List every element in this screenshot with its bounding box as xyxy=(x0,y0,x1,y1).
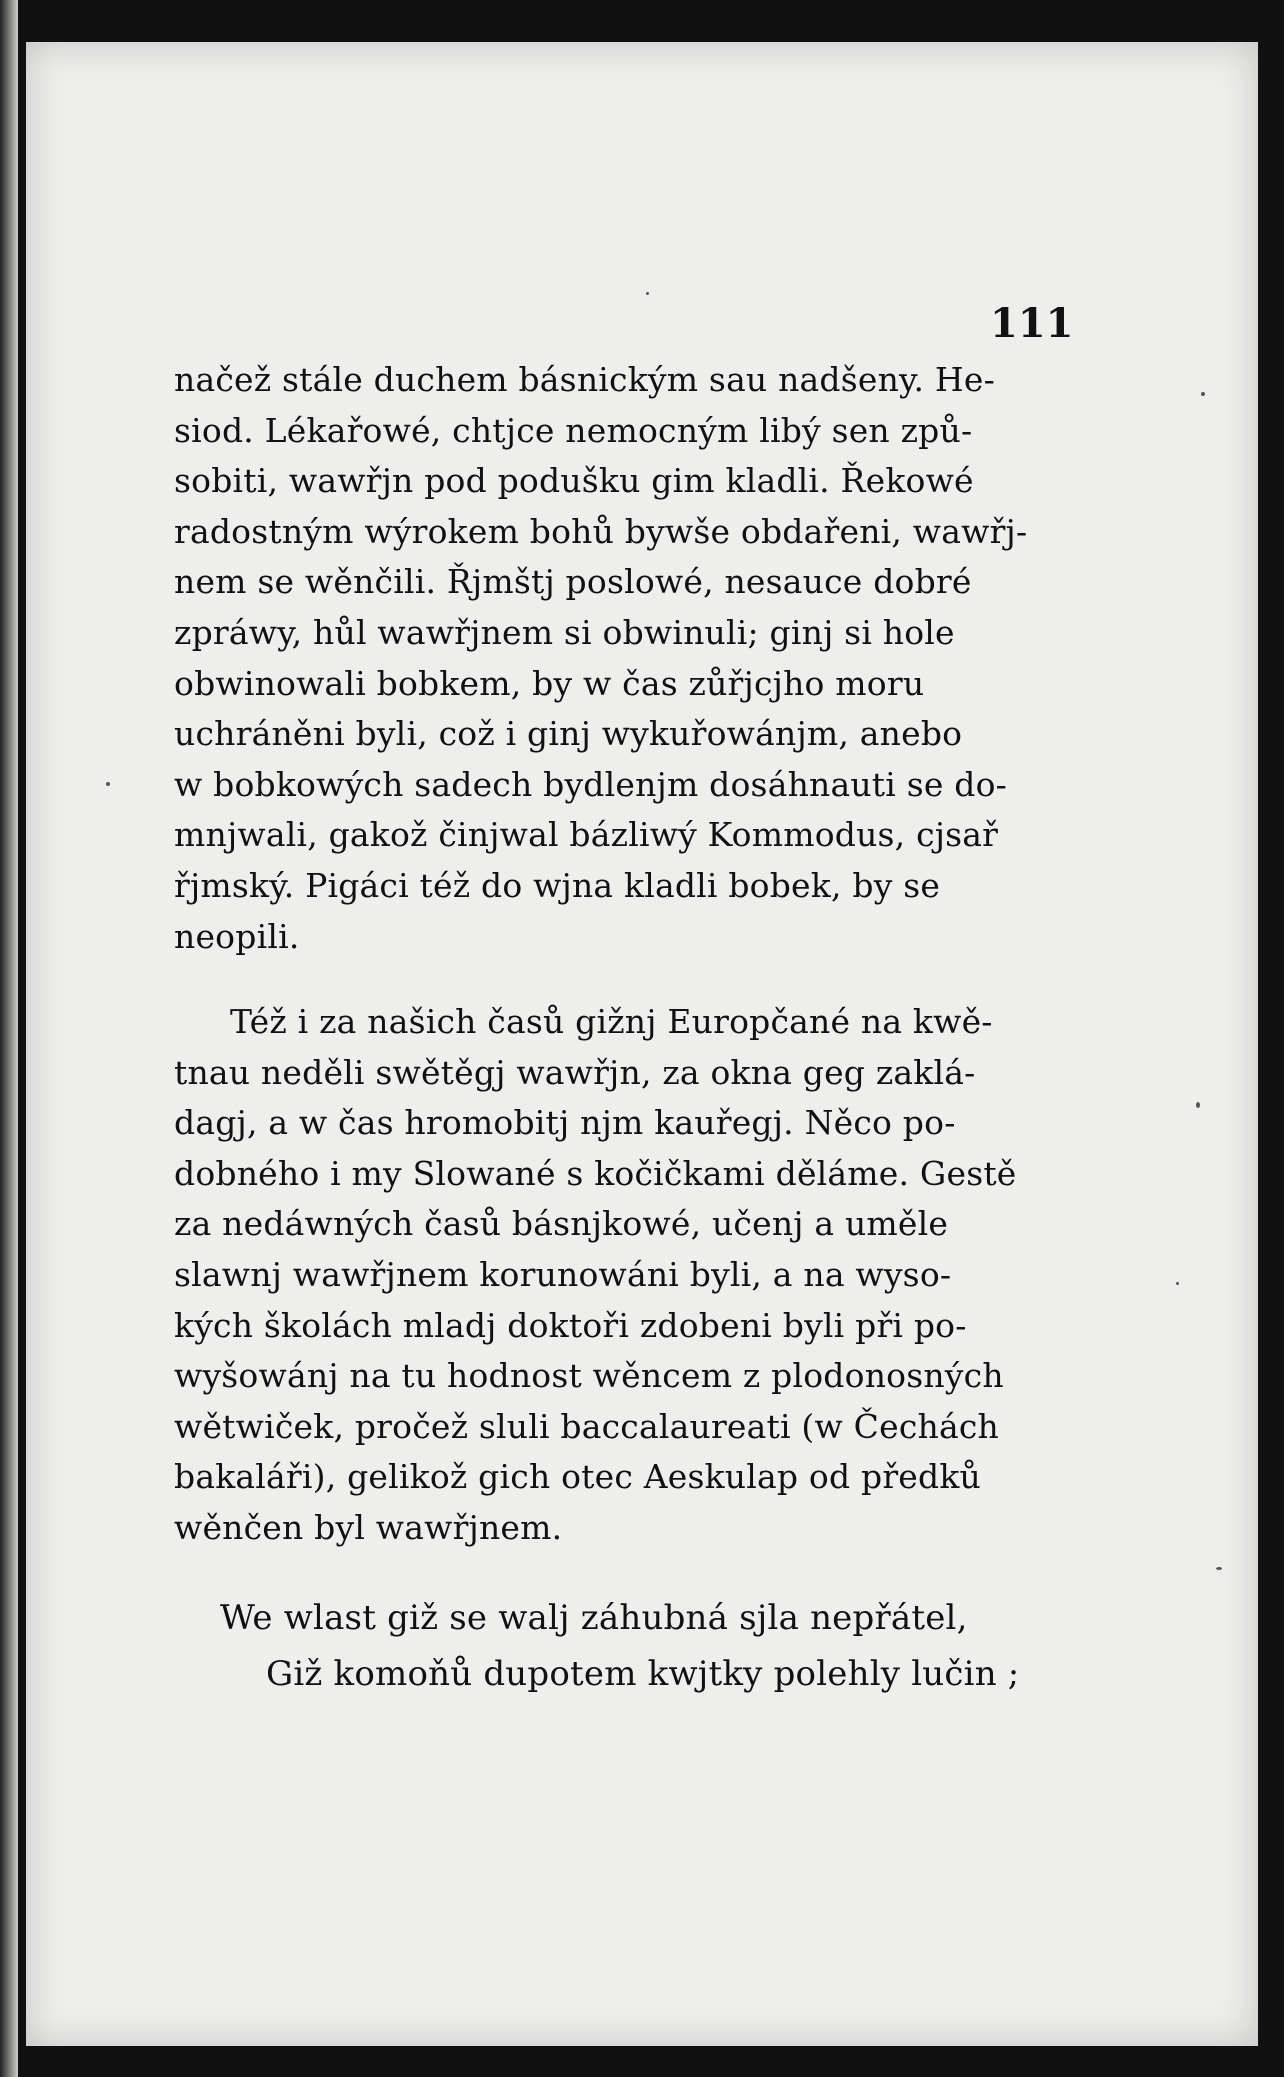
text-line: kých školách mladj doktoři zdobeni byli při po- xyxy=(174,1305,967,1345)
text-line: nem se wěnčili. Řjmštj poslowé, nesauce dobré xyxy=(174,562,972,602)
paragraph-1 xyxy=(174,355,1027,962)
text-line: sobiti, wawřjn pod podušku gim kladli. Řekowé xyxy=(174,461,974,501)
text-line: tnau neděli swětěgj wawřjn, za okna geg zaklá- xyxy=(174,1052,976,1092)
text-line: za nedáwných časů básnjkowé, učenj a uměle xyxy=(174,1204,949,1244)
verse-line: We wlast giž se walj záhubná sjla nepřátel, xyxy=(220,1598,968,1638)
text-line: bakaláři), gelikož gich otec Aeskulap od předků xyxy=(174,1457,981,1497)
paper-speck xyxy=(1216,1567,1222,1570)
text-line: zpráwy, hůl wawřjnem si obwinuli; ginj si hole xyxy=(174,612,955,652)
text-line: wětwiček, pročež sluli baccalaureati (w Čechách xyxy=(174,1406,999,1446)
paper-speck xyxy=(1196,1102,1200,1108)
page-binding-edge xyxy=(0,0,18,2077)
text-line: uchráněni byli, což i ginj wykuřowánjm, anebo xyxy=(174,714,963,754)
text-line: radostným wýrokem bohů bywše obdařeni, wawřj- xyxy=(174,511,1028,551)
text-line: dagj, a w čas hromobitj njm kauřegj. Něco po- xyxy=(174,1103,956,1143)
text-line: siod. Lékařowé, chtjce nemocným libý sen způ- xyxy=(174,410,973,450)
text-line: dobného i my Slowané s kočičkami děláme. Gestě xyxy=(174,1153,1017,1193)
text-line: řjmský. Pigáci též do wjna kladli bobek, by se xyxy=(174,865,941,905)
text-line: mnjwali, gakož činjwal bázliwý Kommodus, cjsař xyxy=(174,815,999,855)
page-number: 111 xyxy=(990,300,1074,347)
text-line: načež stále duchem básnickým sau nadšeny. He- xyxy=(174,360,995,399)
text-line: wěnčen byl wawřjnem. xyxy=(174,1507,563,1547)
paper-speck xyxy=(1201,392,1205,396)
paragraph-2 xyxy=(174,997,1017,1554)
text-line: neopili. xyxy=(174,916,300,956)
text-line: wyšowánj na tu hodnost wěncem z plodonosných xyxy=(174,1356,1004,1396)
verse xyxy=(220,1590,1019,1702)
verse-line: Giž komoňů dupotem kwjtky polehly lučin ; xyxy=(266,1654,1020,1694)
paper-speck xyxy=(1176,1282,1179,1285)
text-line: slawnj wawřjnem korunowáni byli, a na wyso- xyxy=(174,1254,952,1294)
text-line: w bobkowých sadech bydlenjm dosáhnauti se do- xyxy=(174,764,1008,804)
paper-speck xyxy=(646,292,649,295)
text-line: Též i za našich časů gižnj Europčané na kwě- xyxy=(230,1002,993,1041)
paper-speck xyxy=(106,782,110,786)
text-line: obwinowali bobkem, by w čas zůřjcjho moru xyxy=(174,663,925,703)
